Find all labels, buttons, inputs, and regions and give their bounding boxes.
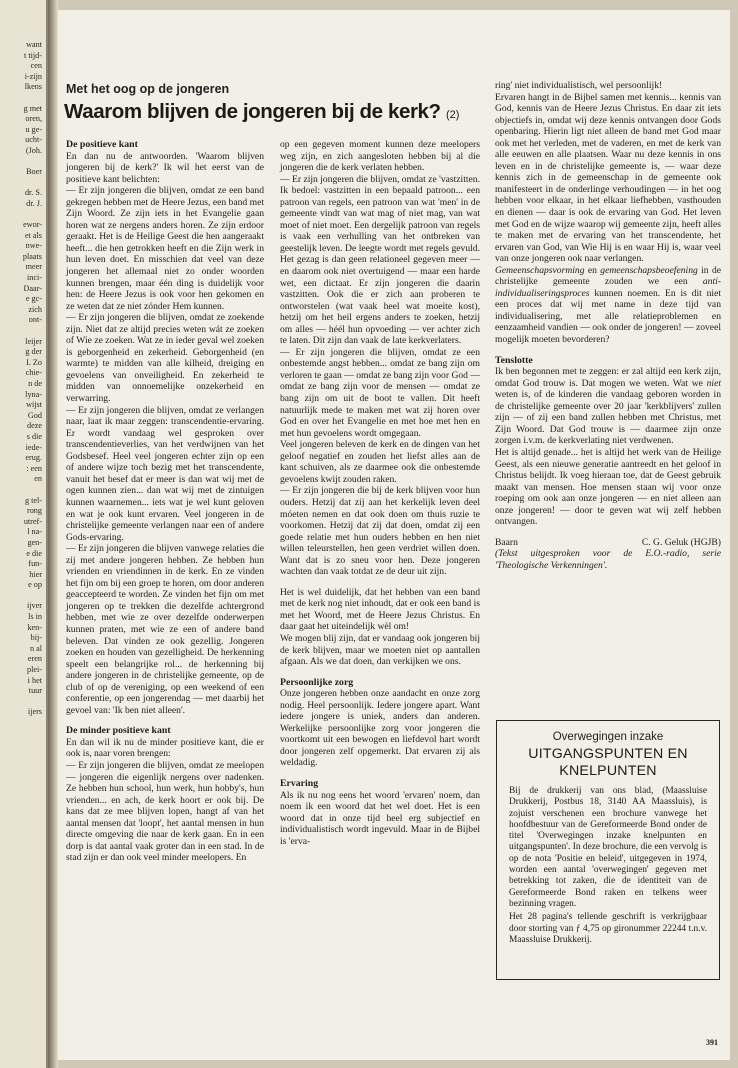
emphasis: gemeenschapsbeoefening	[600, 264, 698, 276]
adjacent-page-line: God	[27, 410, 42, 420]
text-run: in de christelijke gemeente zouden we een	[495, 264, 721, 288]
signature-place: Baarn	[495, 536, 518, 548]
paragraph: Het 28 pagina's tellende geschrift is verkrijgbaar door storting van ƒ 4,75 op gironummer 22244 t.n.v. Maassluise Drukkerij.	[509, 912, 707, 945]
adjacent-page-line: dr. S.	[24, 188, 42, 198]
adjacent-page-line: : een	[26, 463, 42, 473]
adjacent-page-line	[0, 591, 42, 602]
adjacent-page-line: I. Zo	[26, 357, 42, 367]
section-heading-positive: De positieve kant	[66, 139, 138, 150]
text-run: en	[584, 264, 601, 276]
adjacent-page-line	[0, 210, 42, 221]
adjacent-page-line: lkens	[24, 82, 42, 92]
adjacent-page-line: deze	[27, 421, 42, 431]
column-3	[495, 80, 721, 571]
paragraph: Bij de drukkerij van ons blad, (Maassluise Drukkerij, Postbus 18, 3140 AA Maassluis), is zojuist verschenen een brochure vanwege het hoofdbestuur van de Gereformeerde Bond onder de titel 'Overwegingen inzake knelpunten en uitgangspunten'. In deze brochure, die een vervolg is op de nota 'Positie en beleid', uitgegeven in 1974, worden een aantal 'overwegingen' gegeven met betrekking tot zaken, die de identiteit van de Gereformeerde Bond raken en telkens weer bezinning vragen.	[509, 786, 707, 909]
adjacent-page-line: l na-	[27, 527, 42, 537]
paragraph: En dan wil ik nu de minder positieve kant, die er ook is, naar voren brengen:	[66, 736, 264, 760]
adjacent-page-line	[0, 93, 42, 104]
adjacent-page-line: eren	[27, 654, 42, 664]
paragraph: Het is wel duidelijk, dat het hebben van een band met de kerk nog niet inhoudt, dat er ook een band is met het Woord, met de Heere Jezus Christus. En daar gaat het uiteindelijk wèl om!	[280, 586, 480, 633]
article-title	[64, 100, 494, 124]
paragraph: Onze jongeren hebben onze aandacht en onze zorg nodig. Heel persoonlijk. Iedere jongere apart. Want iedere jongere is uniek, anders dan anderen. Werkelijke persoonlijke zorg voor jongeren die voortkomt uit een bewogen en liefdevol hart wordt door jongeren zelf opgemerkt. Dat ervaren zij als weldadig.	[280, 688, 480, 769]
adjacent-page-line: fun-	[28, 559, 42, 569]
paragraph: — Er zijn jongeren die blijven vanwege relaties die zij met andere jongeren hebben. Ze hebben hun vrienden en vriendinnen in de kerk. En ze vinden het fijn om bij een groep te horen, om door anderen geaccepteerd te worden. Ze vinden het fijn om met jongeren op te trekken die dezelfde achtergrond hebben, met wie ze over dezelfde onderwerpen kunnen praten, met wie ze een of andere band beleven. Dat vinden ze ook gezellig. Jongeren zoeken en houden van gezelligheid. De herkenning speelt een belangrijke rol... de herkenning bij andere jongeren in de christelijke gemeente, op de club of op de vereniging, op een weekend of een conferentie, op een jongerendag — met daarbij het gevoel van: 'Ik ben niet alleen'.	[66, 543, 264, 716]
section-heading-conclusion: Tenslotte	[495, 354, 533, 366]
adjacent-page-line: utref-	[23, 516, 42, 526]
section-heading-negative: De minder positieve kant	[66, 725, 171, 737]
paragraph: — Er zijn jongeren die blijven, omdat ze een band gekregen hebben met de Heere Jezus, een band met Zijn Woord. Ze zijn iets in het Evangelie gaan horen wat ze nergens anders horen. Ze zijn erdoor geraakt. Het is de Heilige Geest die hen aangeraakt heeft... die hen getrokken heeft en die Zijn werk in hun leven doet. En misschien dat veel van deze jongeren het allemaal niet zo onder woorden kunnen brengen, maar één ding is duidelijk voor hen: de Heere Jezus is ook voor hen gekomen en ze weten dat ze niet zónder Hem kunnen.	[66, 185, 264, 312]
adjacent-page-line: Daar-	[23, 283, 42, 293]
adjacent-page-line: cen	[30, 61, 42, 71]
paragraph: — Er zijn jongeren die blijven, omdat ze zoekende zijn. Niet dat ze altijd precies weten wát ze zoeken of Wie ze zoeken. Wat ze in ieder geval wel zoeken is geborgenheid en zekerheid. Geborgenheid (en warmte) te midden van alle kilheid, dreiging en gevoelens van onveiligheid. En zekerheid te midden van onnoemelijke onzekerheid en verwarring.	[66, 312, 264, 405]
adjacent-page-line: plei-	[26, 665, 42, 675]
paragraph	[495, 366, 721, 447]
book-gutter	[48, 0, 58, 1068]
paragraph: Als ik nu nog eens het woord 'ervaren' noem, dan noem ik een woord dat het wel doet. Het is een woord dat in onze tijd heel erg subjectief en individualistisch wordt ingevuld. Maar in de Bijbel is 'erva-	[280, 789, 480, 847]
column-1	[66, 139, 264, 864]
adjacent-page-line: n al	[29, 643, 42, 653]
adjacent-page-line: want	[26, 40, 42, 49]
adjacent-page-line: en	[34, 474, 42, 484]
adjacent-page-line: i het	[27, 675, 42, 685]
adjacent-page-line	[0, 326, 42, 337]
paragraph: op een gegeven moment kunnen deze meelopers weg zijn, en zich aangesloten hebben bij al die jongeren die de kerk verlaten hebben.	[280, 139, 480, 174]
paragraph: En dan nu de antwoorden. 'Waarom blijven jongeren bij de kerk?' Ik wil het eerst van de positieve kant belichten:	[66, 150, 264, 185]
paragraph: Ervaren hangt in de Bijbel samen met kennis... kennis van God, kennis van de Heere Jezus Christus. En daar zit iets objectiefs in, omdat wij deze kennis ontvangen door Gods openbaring. Hierin ligt niet alleen de band met God maar ook met het verleden, met de vaderen, en met de kerk van alle eeuwen en alle plaatsen. Waar nu deze kennis in ons leven en in de christelijke gemeente is, — waar deze kennis zich in de gemeenschap in de gemeente ook manifesteert in de onderlinge verhoudingen — in het oog hebben voor elkaar, in het elkaar liefhebben, vasthouden en dienen — daar is ook de ervaring van God. Het leven met God en de wijze waarop wij gemeente zijn, heeft alles te maken met de ervaring van het transcendente, het ervaren van God, van Wie Hij is en waar Hij is, waar veel van onze jongeren ook naar verlangen.	[495, 91, 721, 265]
adjacent-page-line: ijers	[27, 707, 42, 717]
announcement-title-line: UITGANGSPUNTEN EN	[528, 746, 688, 762]
paragraph: — Er zijn jongeren die blijven, omdat ze meelopen — jongeren die eigenlijk nergens over nadenken. Ze hebben hun school, hun werk, hun hobby's, hun vrienden... en ach, de kerk hoort er ook bij. De kans dat ze mee blijven lopen, hangt af van het aantal mensen dat 'loopt', het aantal mensen in hun directe omgeving die naar de kerk gaan. En in een dorp is dat aantal vaak groter dan in een stad. In de stad zijn er dan ook veel minder meelopers. En	[66, 759, 264, 864]
paragraph: Het is altijd genade... het is altijd het werk van de Heilige Geest, als een nieuwe generatie aantreedt en het geloof in Christus belijdt. Ik voeg hieraan toe, dat de Geest gebruik maakt van mensen. Hoe mensen staan wij voor onze roeping om ook aan onze jongeren — en niet alleen aan onze jongeren! — door te geven wat wij zelf hebben ontvangen.	[495, 446, 721, 528]
source-note: (Tekst uitgesproken voor de E.O.-radio, serie 'Theologische Verkenningen'.	[495, 548, 721, 571]
paragraph: We mogen blij zijn, dat er vandaag ook jongeren bij de kerk blijven, maar we moeten niet op aantallen afgaan. Als we dat doen, dan verkijken we ons.	[280, 632, 480, 668]
adjacent-page-line: i-zijn	[24, 71, 42, 81]
adjacent-page-line	[0, 697, 42, 708]
adjacent-page-line: lyna-	[25, 389, 42, 399]
paragraph: — Er zijn jongeren die blijven, omdat ze een onbestemde angst hebben... omdat ze bang zijn om verloren te gaan — omdat ze bang zijn voor God — omdat ze bang zijn voor de mensen — omdat ze bang zijn om uit de boot te vallen. Dit heeft natuurlijk mede te maken met wat zij horen over God en over het Evangelie en met hoe met hen en met hun gevoelens wordt omgegaan.	[280, 346, 480, 439]
adjacent-page-line: g met	[23, 103, 42, 113]
adjacent-page-strip	[0, 0, 48, 1068]
adjacent-page-line: u ge-	[25, 124, 42, 134]
announcement-box	[496, 720, 720, 980]
adjacent-page-line: n de	[28, 379, 42, 388]
adjacent-page-line: ijver	[26, 601, 42, 611]
adjacent-page-line: (Joh.	[25, 145, 42, 155]
announcement-title	[509, 746, 707, 780]
adjacent-page-line: inci-	[26, 273, 42, 283]
adjacent-page-line: Boer	[26, 167, 42, 177]
adjacent-page-line: e die	[26, 548, 42, 558]
adjacent-page-line: zich	[28, 304, 42, 314]
emphasis: niet	[706, 377, 721, 389]
section-heading-experience: Ervaring	[280, 777, 319, 789]
emphasis: anti-individualiseringsproces	[495, 276, 721, 299]
adjacent-page-line: ont-	[28, 315, 42, 325]
signature-author: C. G. Geluk (HGJB)	[641, 536, 721, 548]
adjacent-page-line: e gc-	[25, 294, 42, 304]
text-run: kunnen noemen. En is dit niet een proces dat wij met name in deze tijd van individualisering, met alle relatieproblemen en eenzaamheid vandien — ook onder de jongeren! — zoveel mogelijk moeten bevorderen?	[495, 287, 721, 346]
adjacent-page-line: meer	[25, 262, 42, 272]
adjacent-page-line: g tel-	[24, 495, 42, 505]
article-part-number: (2)	[445, 109, 460, 121]
adjacent-page-line: erug.	[25, 453, 42, 463]
adjacent-page-text	[0, 40, 42, 718]
adjacent-page-line: leijer	[25, 336, 42, 346]
adjacent-page-line	[0, 157, 42, 168]
adjacent-page-line: rong	[26, 506, 42, 516]
adjacent-page-line: wijst	[26, 400, 42, 410]
adjacent-page-line: gen-	[27, 537, 42, 547]
paragraph: — Er zijn jongeren die bij de kerk blijven voor hun ouders. Hetzij dat zij aan het kerkelijk leven deel móeten nemen en dat ook doen om thuis ruzie te voorkomen. Hetzij dat zij dat doen, omdat zij een goede relatie met hun ouders hebben en hen niet willen teleurstellen, hen geen verdriet willen doen. Want dat is zo sneu voor hen. Deze jongeren wachten dan vaak totdat ze de deur uit zijn.	[280, 485, 480, 578]
adjacent-page-line: ls in	[28, 612, 42, 622]
article-kicker: Met het oog op de jongeren	[66, 82, 230, 96]
adjacent-page-line: ewor-	[23, 220, 42, 230]
adjacent-page-line: hier	[29, 569, 42, 579]
adjacent-page-line: ucht-	[25, 135, 42, 145]
adjacent-page-line: dr. J.	[26, 198, 42, 208]
adjacent-page-line: chie-	[25, 368, 42, 378]
column-2	[280, 139, 480, 847]
text-run: weten is, of de kinderen die vandaag geboren worden in de christelijke gemeente over 20 jaar 'kerkblijvers' zullen zijn — of zij een band zullen hebben met Christus, met Zijn Woord. Dat God trouw is — daarmee zijn onze zorgen i.v.m. de kerkverlating niet verdwenen.	[495, 389, 721, 447]
adjacent-page-line: oren,	[25, 114, 42, 124]
adjacent-page-line: t tijd-	[24, 50, 42, 60]
announcement-title-line: KNELPUNTEN	[559, 763, 657, 779]
paragraph: — Er zijn jongeren die blijven, omdat ze 'vastzitten. Ik bedoel: vastzitten in een bepaald patroon... een patroon van regels, een patroon van wat 'men' in de gemeente vindt van wat mag of niet mag, van wat moet of niet moet. Een dergelijk patroon van regels is vaak een verhulling van het ontbreken van geestelijk leven. De leegte wordt met regels gevuld. Het gezag is dan geen relationeel gegeven meer — en daarom ook niet overtuigend — maar een harde wet, een dictaat. Er zijn jongeren die daarin vastzitten. Ook die er zich aan proberen te ontworstelen (wat vaak heel wat moeite kost), hetzij om het heil ergens anders te zoeken, hetzij om alles — héél hun opvoeding — ver achter zich te laten. Dit zijn dan vaak de late kerkverlaters.	[280, 173, 480, 347]
adjacent-page-line: tuur	[28, 686, 42, 696]
page-number: 391	[706, 1038, 718, 1047]
adjacent-page-line: iede-	[25, 442, 42, 452]
magazine-page	[58, 10, 730, 1060]
adjacent-page-line: ken-	[27, 622, 42, 632]
adjacent-page-line: g der	[25, 347, 42, 357]
signature	[495, 537, 721, 549]
adjacent-page-line	[0, 178, 42, 189]
announcement-body	[509, 786, 707, 946]
adjacent-page-line: e op	[28, 580, 42, 590]
paragraph: — Er zijn jongeren die blijven, omdat ze verlangen naar, laat ik maar zeggen: transcendentie-ervaring. Er wordt vandaag wel gesproken over transcendentieverlies, van het verdwijnen van het Godsbesef. Heel veel jongeren echter zijn op een of andere wijze toch bezig met het transcendente, vanuit het besef dat er meer is dan wat wij met de ogen kunnen zien... dan wat wij met de zintuigen kunnen waarnemen... iets wat je wel kunt geloven en wat je ook kunt ervaren. Veel jongeren in de christelijke gemeente verlangen naar een of andere Gods-ervaring.	[66, 404, 264, 543]
section-heading-care: Persoonlijke zorg	[280, 676, 354, 688]
adjacent-page-line: plaats	[22, 251, 42, 261]
adjacent-page-line: nwe-	[25, 241, 42, 251]
announcement-kicker: Overwegingen inzake	[552, 731, 664, 743]
paragraph	[495, 265, 721, 346]
adjacent-page-line: bij-	[30, 633, 42, 643]
paragraph: ring' niet individualistisch, wel persoonlijk!	[495, 80, 663, 91]
adjacent-page-line: s die	[26, 431, 42, 441]
paragraph: Veel jongeren beleven de kerk en de dingen van het geloof negatief en zouden het liefst alles aan de kant schuiven, als ze daarmee ook die onbestemde gevoelens kwijt zouden raken.	[280, 439, 480, 485]
emphasis: Gemeenschapsvorming	[495, 264, 585, 276]
adjacent-page-line	[0, 485, 42, 496]
article-title-text: Waarom blijven de jongeren bij de kerk?	[64, 100, 441, 123]
adjacent-page-line: et als	[24, 230, 42, 240]
text-run: Ik ben begonnen met te zeggen: er zal altijd een kerk zijn, omdat God trouw is. Dat mogen we weten. Wat we	[495, 366, 721, 389]
